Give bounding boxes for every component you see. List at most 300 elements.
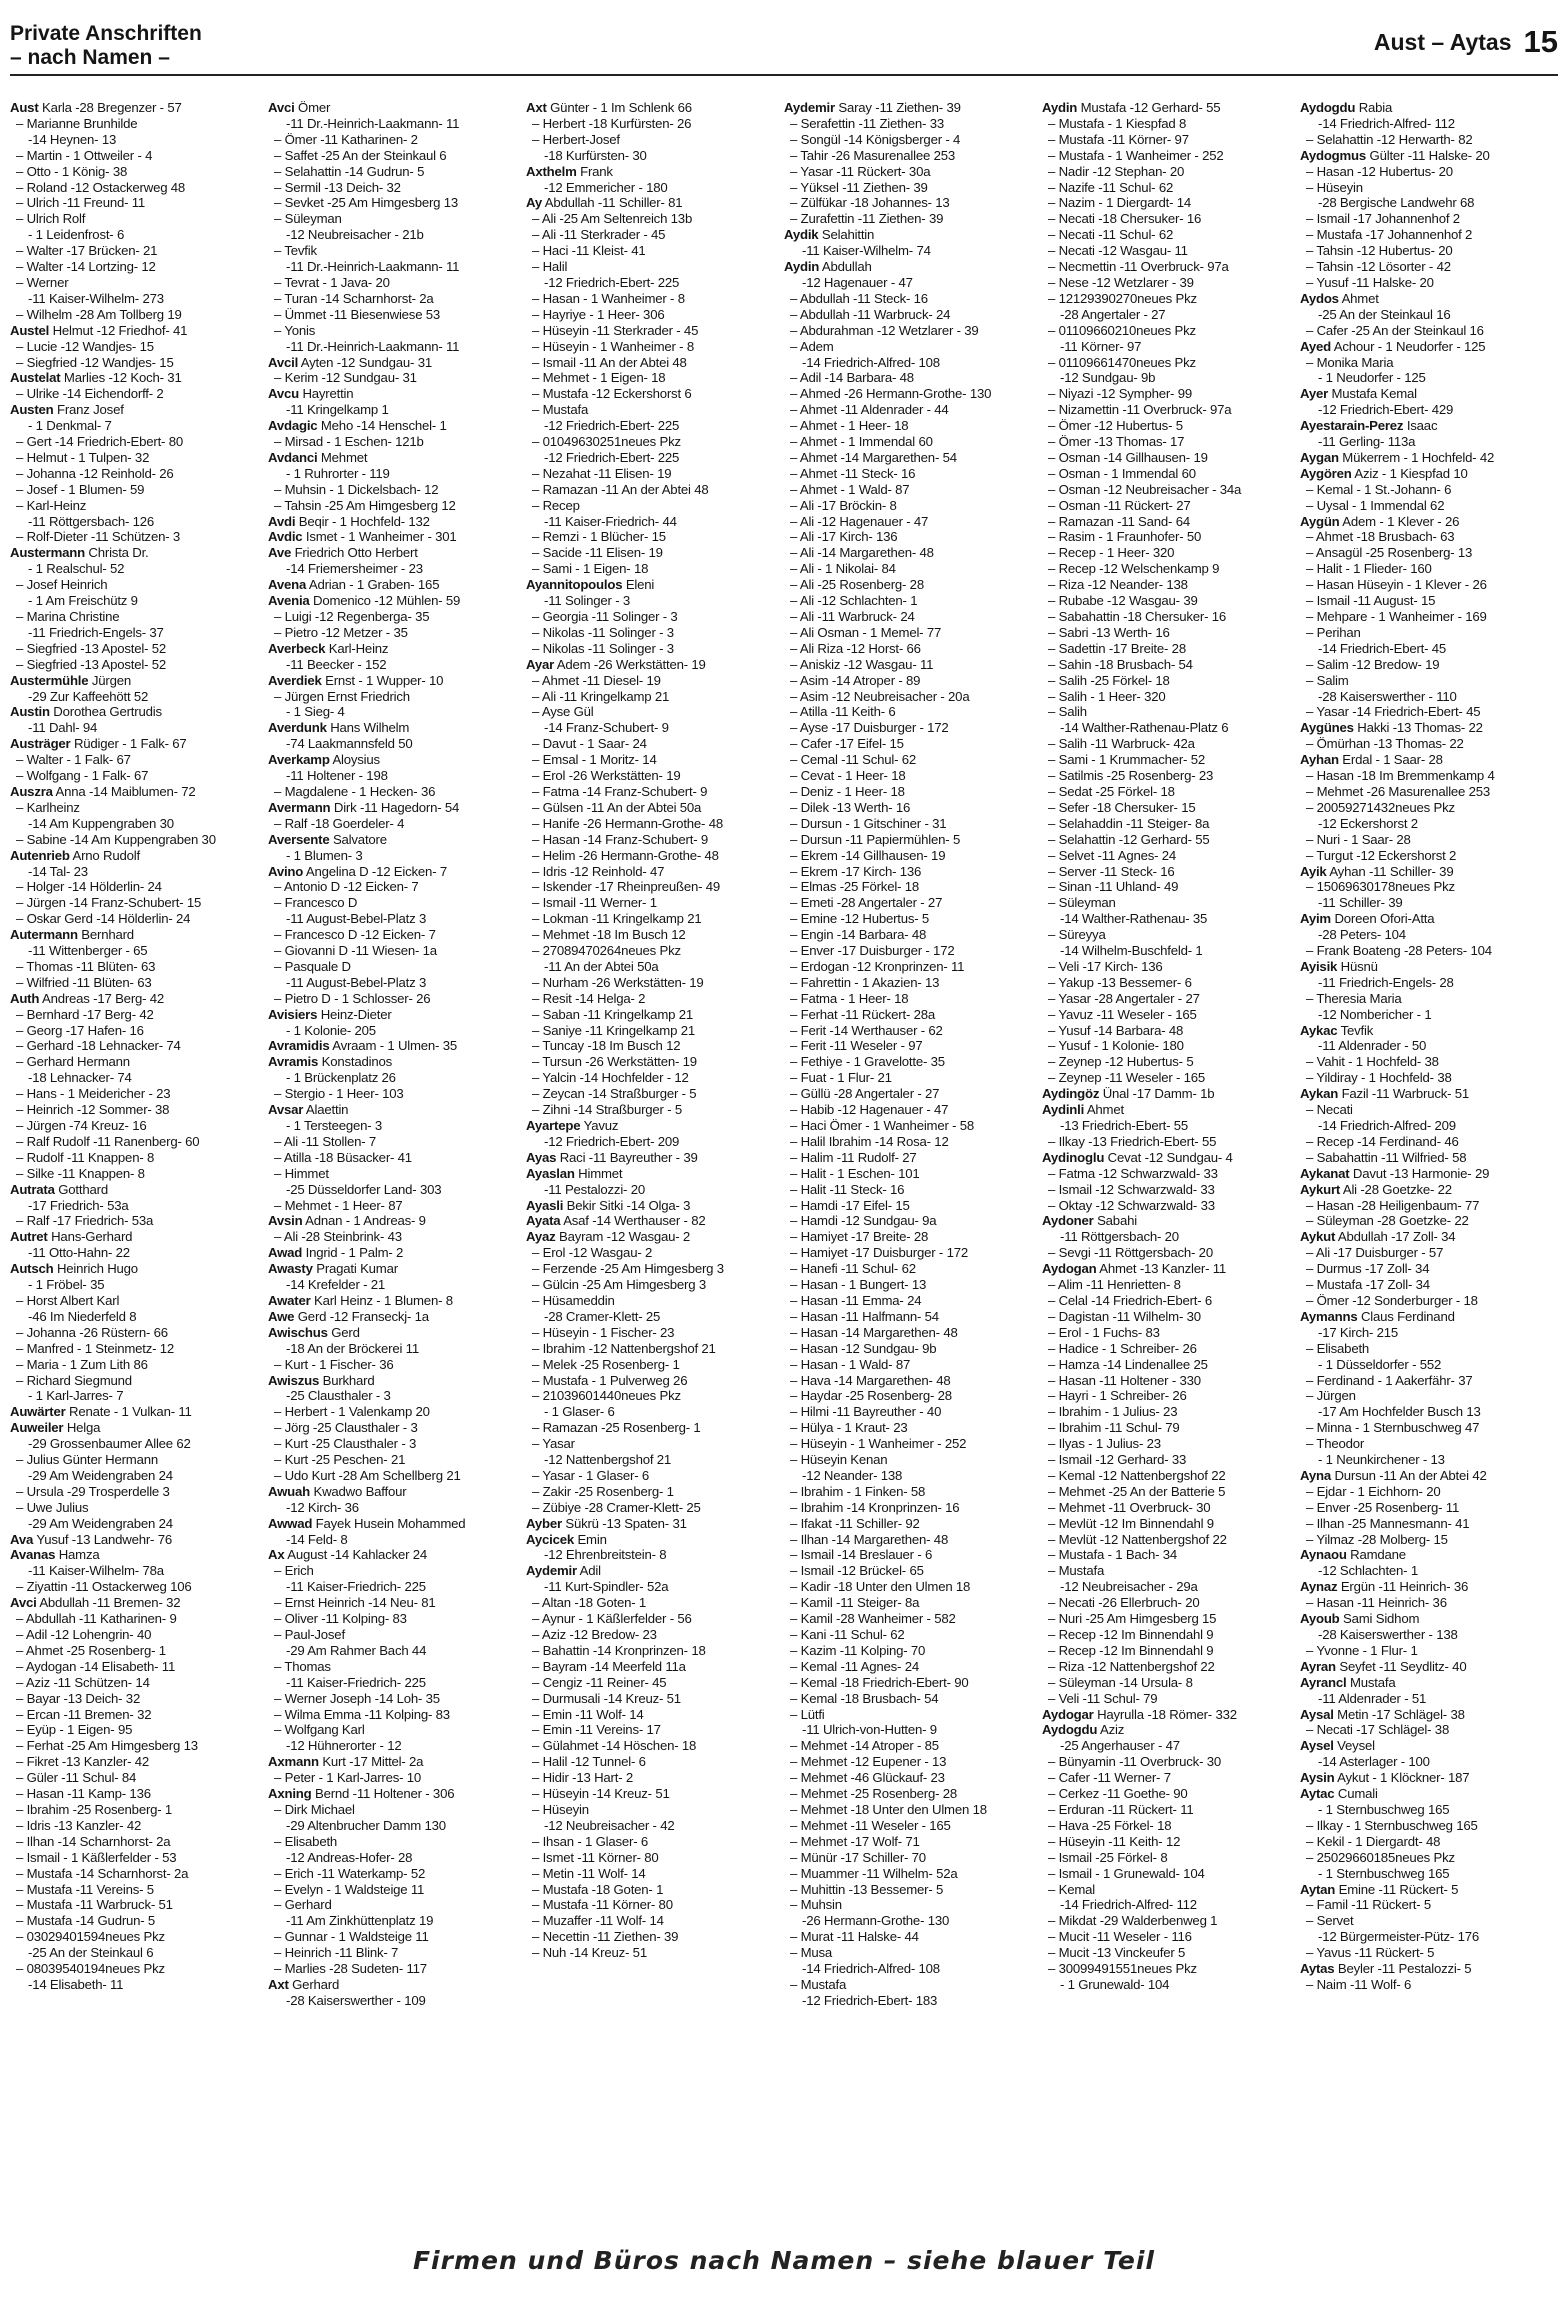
entry-text: -11 August-Bebel-Platz 3	[286, 974, 427, 990]
surname: Avdanci	[268, 449, 318, 465]
entry-text: – Ulrich Rolf	[16, 211, 86, 227]
listing-continuation	[1300, 1802, 1552, 1818]
listing-entry	[1300, 291, 1552, 307]
listing-entry	[10, 370, 262, 386]
entry-text: – Minna - 1 Sternbuschweg 47	[1306, 1420, 1480, 1436]
listing-sub-entry	[10, 1675, 262, 1691]
listing-entry	[784, 100, 1036, 116]
listing-continuation	[1042, 370, 1294, 386]
listing-continuation	[268, 1850, 520, 1866]
entry-text: – Resit -14 Helga- 2	[532, 990, 646, 1006]
entry-text: – Ramazan -11 Sand- 64	[1048, 513, 1190, 529]
listing-sub-entry	[10, 1802, 262, 1818]
entry-text: -11 Kurt-Spindler- 52a	[544, 1579, 669, 1595]
listing-sub-entry	[1300, 1261, 1552, 1277]
entry-text: – Jürgen -14 Franz-Schubert- 15	[16, 895, 202, 911]
entry-text: – Ömer -11 Katharinen- 2	[274, 131, 418, 147]
listing-entry	[268, 1261, 520, 1277]
listing-entry	[268, 1547, 520, 1563]
entry-text: -14 Elisabeth- 11	[28, 1976, 124, 1992]
listing-sub-entry	[784, 307, 1036, 323]
entry-text: – Bahattin -14 Kronprinzen- 18	[532, 1642, 706, 1658]
entry-text: -12 Friedrich-Ebert- 225	[544, 274, 680, 290]
listing-sub-entry	[268, 434, 520, 450]
entry-text: – Güllü -28 Angertaler - 27	[790, 1086, 940, 1102]
entry-text: - 1 Ruhrorter - 119	[286, 465, 390, 481]
listing-sub-entry	[10, 1707, 262, 1723]
surname: Austel	[10, 322, 50, 338]
entry-text: – Sedat -25 Förkel- 18	[1048, 783, 1175, 799]
listing-column-6	[1300, 100, 1558, 2226]
listing-sub-entry	[784, 879, 1036, 895]
entry-text: – Fatma -14 Franz-Schubert- 9	[532, 783, 708, 799]
listing-sub-entry	[268, 1166, 520, 1182]
listing-sub-entry	[1042, 180, 1294, 196]
listing-entry	[1042, 1707, 1294, 1723]
listing-sub-entry	[1042, 195, 1294, 211]
listing-sub-entry	[268, 1595, 520, 1611]
listing-continuation	[268, 736, 520, 752]
entry-text: – Giovanni D -11 Wiesen- 1a	[274, 943, 437, 959]
entry-text: – Tuncay -18 Im Busch 12	[532, 1038, 681, 1054]
listing-sub-entry	[10, 1929, 262, 1945]
surname: Avdagic	[268, 418, 318, 434]
entry-text: – Mustafa - 1 Kiespfad 8	[1048, 115, 1187, 131]
entry-text: – Bünyamin -11 Overbruck- 30	[1048, 1754, 1221, 1770]
listing-sub-entry	[1300, 943, 1552, 959]
entry-text: -14 Am Kuppengraben 30	[28, 815, 174, 831]
entry-text: – Oktay -12 Schwarzwald- 33	[1048, 1197, 1215, 1213]
entry-text: Gülter -11 Halske- 20	[1369, 147, 1490, 163]
section-title-line2: – nach Namen –	[10, 46, 170, 69]
listing-sub-entry	[784, 959, 1036, 975]
listing-sub-entry	[268, 148, 520, 164]
entry-text: Cumali	[1337, 1786, 1378, 1802]
listing-continuation	[268, 1993, 520, 2009]
entry-text: -12 Hühnerorter - 12	[286, 1738, 402, 1754]
listing-sub-entry	[1042, 1834, 1294, 1850]
entry-text: – Mustafa -11 Körner- 80	[532, 1897, 673, 1913]
listing-sub-entry	[1300, 164, 1552, 180]
entry-text: -11 Kaiser-Wilhelm- 273	[28, 290, 164, 306]
entry-text: – Selahaddin -11 Steiger- 8a	[1048, 815, 1210, 831]
entry-text: Anna -14 Maiblumen- 72	[55, 783, 196, 799]
entry-text: – Hamdi -17 Eifel- 15	[790, 1197, 910, 1213]
entry-text: – Durmus -17 Zoll- 34	[1306, 1261, 1430, 1277]
entry-text: – Thomas	[274, 1658, 331, 1674]
entry-text: -14 Friedrich-Alfred- 112	[1318, 115, 1455, 131]
entry-text: – Hava -14 Margarethen- 48	[790, 1372, 951, 1388]
entry-text: August -14 Kahlacker 24	[287, 1547, 428, 1563]
surname: Aydemir	[784, 100, 835, 115]
listing-entry	[268, 1102, 520, 1118]
listing-entry	[10, 1420, 262, 1436]
entry-text: Angelina D -12 Eicken- 7	[305, 863, 447, 879]
entry-text: Yavuz	[583, 1118, 619, 1133]
entry-text: – Lucie -12 Wandjes- 15	[16, 338, 154, 354]
entry-text: – Mustafa -17 Zoll- 34	[1306, 1277, 1430, 1293]
entry-text: – Kemal -18 Friedrich-Ebert- 90	[790, 1674, 969, 1690]
listing-sub-entry	[1300, 1070, 1552, 1086]
entry-text: – Fuat - 1 Flur- 21	[790, 1070, 892, 1086]
entry-text: – Erol -12 Wasgau- 2	[532, 1245, 653, 1261]
entry-text: Gerd -12 Franseckj- 1a	[297, 1308, 429, 1324]
entry-text: – Fethiye - 1 Gravelotte- 35	[790, 1054, 945, 1070]
entry-text: – Gerhard Hermann	[16, 1054, 130, 1070]
surname: Austermann	[10, 545, 85, 561]
listing-sub-entry	[784, 482, 1036, 498]
entry-text: – Hadice - 1 Schreiber- 26	[1048, 1340, 1197, 1356]
listing-sub-entry	[784, 1866, 1036, 1882]
listing-continuation	[10, 593, 262, 609]
listing-continuation	[268, 1643, 520, 1659]
listing-continuation	[526, 275, 778, 291]
surname: Ayran	[1300, 1658, 1336, 1674]
entry-text: – Rasim - 1 Fraunhofer- 50	[1048, 529, 1202, 545]
listing-entry	[526, 1213, 778, 1229]
entry-text: Ali -28 Goetzke- 22	[1342, 1181, 1452, 1197]
entry-text: – Idris -13 Kanzler- 42	[16, 1817, 142, 1833]
listing-sub-entry	[526, 1086, 778, 1102]
entry-text: – 25029660185neues Pkz	[1306, 1849, 1455, 1865]
entry-text: – Ahmet - 1 Immendal 60	[790, 434, 933, 450]
listing-sub-entry	[526, 800, 778, 816]
listing-sub-entry	[268, 1198, 520, 1214]
entry-text: Beqir - 1 Hochfeld- 132	[298, 513, 430, 529]
entry-text: – Hasan - 1 Wald- 87	[790, 1356, 911, 1372]
entry-text: -18 Kurfürsten- 30	[544, 147, 647, 163]
listing-continuation	[1300, 370, 1552, 386]
listing-continuation	[10, 689, 262, 705]
entry-text: Helga	[66, 1420, 101, 1436]
entry-text: Mükerrem - 1 Hochfeld- 42	[1342, 449, 1495, 465]
entry-text: -28 Cramer-Klett- 25	[544, 1308, 661, 1324]
entry-text: – Yüksel -11 Ziethen- 39	[790, 179, 928, 195]
entry-text: Sükrü -13 Spaten- 31	[565, 1515, 687, 1531]
listing-sub-entry	[784, 657, 1036, 673]
listing-continuation	[10, 816, 262, 832]
listing-continuation	[10, 1516, 262, 1532]
entry-text: – Jürgen Ernst Friedrich	[274, 688, 410, 704]
entry-text: -12 Andreas-Hofer- 28	[286, 1849, 413, 1865]
listing-sub-entry	[10, 466, 262, 482]
entry-text: – Mustafa -14 Gudrun- 5	[16, 1913, 156, 1929]
listing-sub-entry	[1042, 1023, 1294, 1039]
surname: Aynaou	[1300, 1547, 1347, 1563]
entry-text: – Sermil -13 Deich- 32	[274, 179, 401, 195]
entry-text: – Ihsan - 1 Glaser- 6	[532, 1833, 649, 1849]
listing-sub-entry	[1300, 243, 1552, 259]
entry-text: Karla -28 Bregenzer - 57	[41, 100, 182, 115]
entry-text: -74 Laakmannsfeld 50	[286, 736, 413, 752]
listing-sub-entry	[1300, 132, 1552, 148]
listing-sub-entry	[526, 1373, 778, 1389]
entry-text: – Ömer -12 Hubertus- 5	[1048, 418, 1183, 434]
surname: Austin	[10, 704, 50, 720]
listing-sub-entry	[784, 1532, 1036, 1548]
entry-text: – Aynur - 1 Käßlerfelder - 56	[532, 1611, 692, 1627]
listing-sub-entry	[1042, 1547, 1294, 1563]
listing-entry	[526, 1198, 778, 1214]
entry-text: – Necati -11 Schul- 62	[1048, 227, 1174, 243]
entry-text: – Recep - 1 Heer- 320	[1048, 545, 1175, 561]
entry-text: Ayten -12 Sundgau- 31	[300, 354, 432, 370]
listing-entry	[1042, 1213, 1294, 1229]
entry-text: – Mustafa - 1 Bach- 34	[1048, 1547, 1178, 1563]
listing-sub-entry	[1300, 1897, 1552, 1913]
entry-text: – Ismail -11 Werner- 1	[532, 895, 657, 911]
entry-text: Hayrulla -18 Römer- 332	[1097, 1706, 1237, 1722]
entry-text: – Ilhan -14 Scharnhorst- 2a	[16, 1833, 171, 1849]
listing-continuation	[268, 466, 520, 482]
listing-sub-entry	[1042, 259, 1294, 275]
listing-entry	[1300, 1166, 1552, 1182]
listing-sub-entry	[10, 1452, 262, 1468]
listing-continuation	[1042, 911, 1294, 927]
listing-sub-entry	[526, 1500, 778, 1516]
entry-text: – Aziz -11 Schützen- 14	[16, 1674, 150, 1690]
listing-continuation	[268, 1675, 520, 1691]
listing-entry	[10, 1532, 262, 1548]
entry-text: – Uwe Julius	[16, 1499, 89, 1515]
listing-entry	[268, 864, 520, 880]
entry-text: – Herbert - 1 Valenkamp 20	[274, 1404, 430, 1420]
listing-sub-entry	[1042, 1198, 1294, 1214]
listing-entry	[526, 1150, 778, 1166]
entry-text: -12 Friedrich-Ebert- 225	[544, 449, 680, 465]
entry-text: – Yusuf - 1 Kolonie- 180	[1048, 1038, 1184, 1054]
entry-text: Burkhard	[322, 1372, 375, 1388]
entry-text: – Ismail -11 An der Abtei 48	[532, 354, 687, 370]
surname: Averkamp	[268, 752, 330, 768]
listing-entry	[10, 1404, 262, 1420]
listing-column-1	[10, 100, 268, 2226]
listing-entry	[268, 832, 520, 848]
listing-sub-entry	[10, 1500, 262, 1516]
listing-entry	[784, 227, 1036, 243]
entry-text: – Zihni -14 Straßburger - 5	[532, 1102, 682, 1118]
listing-sub-entry	[784, 752, 1036, 768]
listing-sub-entry	[268, 1436, 520, 1452]
listing-entry	[268, 545, 520, 561]
listing-column-5	[1042, 100, 1300, 2226]
entry-text: – Hasan -12 Sundgau- 9b	[790, 1340, 937, 1356]
listing-sub-entry	[1300, 355, 1552, 371]
listing-sub-entry	[10, 482, 262, 498]
entry-text: – Nizamettin -11 Overbruck- 97a	[1048, 402, 1232, 418]
entry-text: Adnan - 1 Andreas- 9	[305, 1213, 426, 1229]
listing-sub-entry	[784, 1563, 1036, 1579]
entry-text: – Erduran -11 Rückert- 11	[1048, 1801, 1194, 1817]
entry-text: -11 Kaiser-Wilhelm- 78a	[28, 1563, 164, 1579]
entry-text: -13 Friedrich-Ebert- 55	[1060, 1118, 1189, 1133]
entry-text: – Riza -12 Neander- 138	[1048, 577, 1188, 593]
entry-text: – Ayse Gül	[532, 704, 594, 720]
listing-sub-entry	[784, 1054, 1036, 1070]
listing-sub-entry	[10, 895, 262, 911]
entry-text: – Selahattin -14 Gudrun- 5	[274, 163, 425, 179]
listing-sub-entry	[1300, 1484, 1552, 1500]
entry-text: – Nikolas -11 Solinger - 3	[532, 624, 674, 640]
listing-continuation	[1300, 1929, 1552, 1945]
listing-sub-entry	[1042, 1436, 1294, 1452]
entry-text: – Yasar - 1 Glaser- 6	[532, 1467, 649, 1483]
listing-sub-entry	[784, 1341, 1036, 1357]
listing-entry	[268, 1516, 520, 1532]
entry-text: – Ayse -17 Duisburger - 172	[790, 720, 949, 736]
listing-sub-entry	[268, 307, 520, 323]
listing-sub-entry	[1042, 1643, 1294, 1659]
entry-text: – Wolfgang - 1 Falk- 67	[16, 768, 149, 784]
entry-text: -25 An der Steinkaul 16	[1318, 306, 1451, 322]
entry-text: – Mustafa - 1 Pulverweg 26	[532, 1372, 688, 1388]
listing-sub-entry	[784, 1166, 1036, 1182]
entry-text: – Ansagül -25 Rosenberg- 13	[1306, 545, 1473, 561]
entry-text: - 1 Kolonie- 205	[286, 1022, 376, 1038]
listing-sub-entry	[526, 1770, 778, 1786]
entry-text: – Werner Joseph -14 Loh- 35	[274, 1690, 440, 1706]
entry-text: – Haci -11 Kleist- 41	[532, 243, 646, 259]
listing-sub-entry	[784, 1245, 1036, 1261]
listing-sub-entry	[10, 1213, 262, 1229]
entry-text: – Hülya - 1 Kraut- 23	[790, 1420, 908, 1436]
surname: Avdic	[268, 529, 303, 545]
surname: Austelat	[10, 370, 61, 386]
listing-sub-entry	[526, 1929, 778, 1945]
listing-sub-entry	[784, 1023, 1036, 1039]
entry-text: – Osman -14 Gillhausen- 19	[1048, 449, 1208, 465]
listing-sub-entry	[526, 1611, 778, 1627]
entry-text: – Hasan -11 Emma- 24	[790, 1292, 922, 1308]
listing-sub-entry	[784, 1309, 1036, 1325]
surname: Ayhan	[1300, 752, 1339, 768]
entry-text: – Nazim - 1 Diergardt- 14	[1048, 195, 1192, 211]
surname: Ayoub	[1300, 1611, 1340, 1627]
listing-sub-entry	[784, 1643, 1036, 1659]
listing-sub-entry	[268, 1961, 520, 1977]
listing-sub-entry	[784, 450, 1036, 466]
entry-text: – 20059271432neues Pkz	[1306, 799, 1455, 815]
entry-text: -11 Solinger - 3	[544, 593, 630, 609]
entry-text: – Oskar Gerd -14 Hölderlin- 24	[16, 911, 191, 927]
listing-sub-entry	[268, 689, 520, 705]
entry-text: – Ferdinand - 1 Aakerfähr- 37	[1306, 1372, 1473, 1388]
listing-continuation	[10, 1198, 262, 1214]
listing-sub-entry	[268, 1404, 520, 1420]
entry-text: -26 Hermann-Grothe- 130	[802, 1913, 950, 1929]
listing-sub-entry	[784, 1500, 1036, 1516]
listing-sub-entry	[10, 1882, 262, 1898]
listing-sub-entry	[268, 370, 520, 386]
listing-entry	[1300, 1961, 1552, 1977]
entry-text: Bekir Sitki -14 Olga- 3	[566, 1197, 691, 1213]
listing-entry	[1042, 100, 1294, 116]
entry-text: – Johanna -26 Rüstern- 66	[16, 1324, 168, 1340]
listing-sub-entry	[10, 1102, 262, 1118]
listing-sub-entry	[268, 1770, 520, 1786]
surname: Aydos	[1300, 290, 1339, 306]
entry-text: Domenico -12 Mühlen- 59	[313, 593, 461, 609]
entry-text: -14 Asterlager - 100	[1318, 1754, 1430, 1770]
listing-sub-entry	[526, 1643, 778, 1659]
listing-entry	[1300, 752, 1552, 768]
entry-text: – Holger -14 Hölderlin- 24	[16, 879, 162, 895]
entry-text: Mustafa Kemal	[1331, 386, 1417, 402]
listing-sub-entry	[1300, 1341, 1552, 1357]
entry-text: Mustafa	[1349, 1674, 1396, 1690]
entry-text: – Jürgen	[1306, 1388, 1356, 1404]
entry-text: Saray -11 Ziethen- 39	[838, 100, 961, 115]
listing-sub-entry	[526, 1595, 778, 1611]
entry-text: – Adil -12 Lohengrin- 40	[16, 1627, 152, 1642]
listing-sub-entry	[1300, 625, 1552, 641]
entry-text: – Kazim -11 Kolping- 70	[790, 1642, 926, 1658]
listing-continuation	[1042, 1229, 1294, 1245]
listing-entry	[526, 1563, 778, 1579]
listing-sub-entry	[1042, 482, 1294, 498]
entry-text: -11 Kaiser-Friedrich- 225	[286, 1579, 426, 1595]
listing-continuation	[1042, 1118, 1294, 1134]
surname: Awischus	[268, 1324, 328, 1340]
listing-sub-entry	[1042, 1802, 1294, 1818]
listing-sub-entry	[10, 1754, 262, 1770]
entry-text: – Hayri - 1 Schreiber- 26	[1048, 1388, 1187, 1404]
entry-text: -28 Angertaler - 27	[1060, 306, 1166, 322]
entry-text: – Ismail -12 Gerhard- 33	[1048, 1452, 1187, 1468]
listing-sub-entry	[526, 943, 778, 959]
listing-continuation	[268, 704, 520, 720]
listing-sub-entry	[10, 1961, 262, 1977]
listing-entry	[10, 1595, 262, 1611]
listing-sub-entry	[10, 450, 262, 466]
entry-text: – Emin -11 Wolf- 14	[532, 1706, 644, 1722]
entry-text: – Necati -26 Ellerbruch- 20	[1048, 1595, 1200, 1611]
listing-sub-entry	[1042, 529, 1294, 545]
entry-text: – Mehmet - 1 Heer- 87	[274, 1197, 403, 1213]
listing-sub-entry	[1300, 275, 1552, 291]
entry-text: – Tahsin -12 Hubertus- 20	[1306, 243, 1453, 259]
listing-entry	[268, 720, 520, 736]
listing-sub-entry	[784, 1070, 1036, 1086]
entry-text: -12 Nombericher - 1	[1318, 1006, 1432, 1022]
surname: Autenrieb	[10, 847, 70, 863]
listing-sub-entry	[10, 339, 262, 355]
entry-text: – Gülsen -11 An der Abtei 50a	[532, 799, 702, 815]
listing-sub-entry	[1300, 1420, 1552, 1436]
entry-text: – Muzaffer -11 Wolf- 14	[532, 1913, 664, 1929]
listing-sub-entry	[10, 752, 262, 768]
listing-entry	[526, 577, 778, 593]
listing-entry	[268, 355, 520, 371]
entry-text: Sabahi	[1097, 1213, 1137, 1229]
listing-sub-entry	[784, 1404, 1036, 1420]
listing-sub-entry	[784, 1770, 1036, 1786]
entry-text: – Recep -14 Ferdinand- 46	[1306, 1133, 1459, 1149]
entry-text: – Süreyya	[1048, 927, 1106, 943]
entry-text: Kurt -17 Mittel- 2a	[322, 1754, 424, 1770]
entry-text: – Sahin -18 Brusbach- 54	[1048, 656, 1193, 672]
listing-column-4	[784, 100, 1042, 2226]
listing-sub-entry	[526, 132, 778, 148]
entry-text: – Gert -14 Friedrich-Ebert- 80	[16, 434, 183, 450]
listing-continuation	[268, 975, 520, 991]
listing-sub-entry	[1042, 132, 1294, 148]
entry-text: Tevfik	[1340, 1022, 1374, 1038]
listing-entry	[526, 657, 778, 673]
listing-sub-entry	[1300, 1277, 1552, 1293]
listing-sub-entry	[784, 1293, 1036, 1309]
listing-continuation	[526, 593, 778, 609]
